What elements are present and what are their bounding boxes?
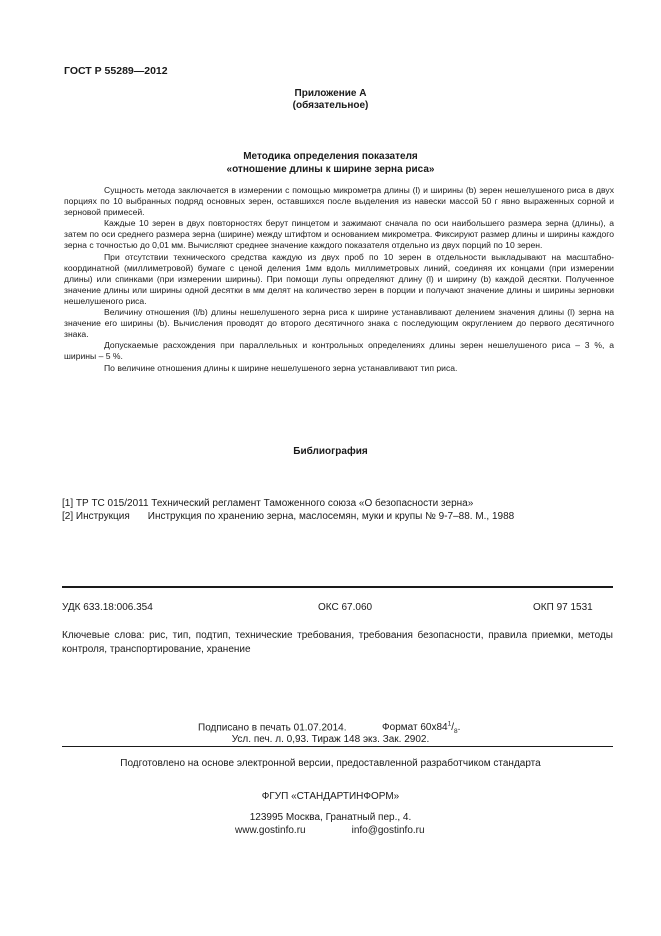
- method-title-line1: Методика определения показателя: [243, 151, 418, 162]
- paragraph: При отсутствии технического средства каждую из двух проб по 10 зерен в отдельности выкладывают на масштабно-координатной (миллиметровой) бумаге с ценой деления 1мм вдоль миллиметровых линий, соединяя их концами (при измерении длины) или спинками (при измерении ширины). При помощи лупы определяют длину (l) и ширину (b) каждой десятки. Полученное значение длины или ширины одной десятки в мм делят на количество зерен в порции и получают значение длины и ширины зерновки нешелушеного риса.: [64, 251, 614, 306]
- paragraph: Сущность метода заключается в измерении с помощью микрометра длины (l) и ширины (b) зерен нешелушеного риса в двух порциях по 10 выбранных подряд основных зерен, оставшихся после выделения из навески массой 50 г явно выраженных сорной и зерновой примесей.: [64, 185, 614, 218]
- keywords-text: Ключевые слова: рис, тип, подтип, технические требования, требования безопасности, правила приемки, методы контроля, транспортирование, хранение: [62, 630, 613, 655]
- method-title-line2: «отношение длины к ширине зерна риса»: [226, 164, 435, 175]
- publisher-address: 123995 Москва, Гранатный пер., 4.: [249, 812, 412, 823]
- paragraph: По величине отношения длины к ширине нешелушеного зерна устанавливают тип риса.: [104, 362, 458, 373]
- paragraph: Величину отношения (l/b) длины нешелушеного зерна риса к ширине устанавливают делением значения длины (l) зерна на значение его ширины (b). Вычисления проводят до второго десятичного знака с последующим округлением до первого десятичного знака.: [64, 307, 614, 340]
- publisher-name: ФГУП «СТАНДАРТИНФОРМ»: [261, 791, 400, 802]
- standard-number: ГОСТ Р 55289—2012: [64, 65, 168, 77]
- annex-status: (обязательное): [292, 100, 369, 111]
- keywords: [62, 629, 613, 656]
- print-info: Усл. печ. л. 0,93. Тираж 148 экз. Зак. 2902.: [231, 734, 430, 745]
- annex-title: Приложение А: [294, 88, 367, 99]
- paper-format: Формат $60х84^1/_8$.: [382, 721, 461, 736]
- oks-code: ОКС 67.060: [318, 602, 373, 613]
- bibliography-item-2-ref: [2] Инструкция: [62, 511, 130, 522]
- paragraph: Каждые 10 зерен в двух повторностях берут пинцетом и зажимают сначала по оси наибольшего размера зерна (длины), а затем по оси среднего размера зерна (ширине) между штифтом и основанием микрометра. Фиксируют размер длины и ширины каждого зерна с точностью до 0,01 мм. Вычисляют среднее значение каждого показателя отдельно из двух порций по 10 зерен.: [64, 218, 614, 251]
- udk-code: УДК 633.18:006.354: [62, 602, 153, 613]
- divider-top: [62, 586, 613, 588]
- website-link[interactable]: www.gostinfo.ru: [235, 825, 306, 836]
- okp-code: ОКП 97 1531: [533, 602, 593, 613]
- paragraph: Допускаемые расхождения при параллельных и контрольных определениях длины зерен нешелушеного риса – 3 %, а ширины – 5 %.: [64, 340, 614, 362]
- signed-date: Подписано в печать 01.07.2014.: [198, 722, 347, 734]
- method-body: [64, 185, 614, 374]
- prepared-note: Подготовлено на основе электронной версии, предоставленной разработчиком стандарта: [120, 758, 541, 769]
- publisher-contacts: [235, 825, 425, 836]
- method-title: [0, 150, 661, 176]
- email-link[interactable]: info@gostinfo.ru: [351, 825, 425, 836]
- divider-bottom: [62, 746, 613, 747]
- bibliography-item-2-text: Инструкция по хранению зерна, маслосемян, муки и крупы № 9-7–88. М., 1988: [147, 511, 515, 522]
- bibliography-item-1: [1] ТР ТС 015/2011 Технический регламент Таможенного союза «О безопасности зерна»: [62, 498, 474, 509]
- bibliography-title: Библиография: [293, 446, 368, 457]
- bibliography-item-2: [62, 510, 514, 523]
